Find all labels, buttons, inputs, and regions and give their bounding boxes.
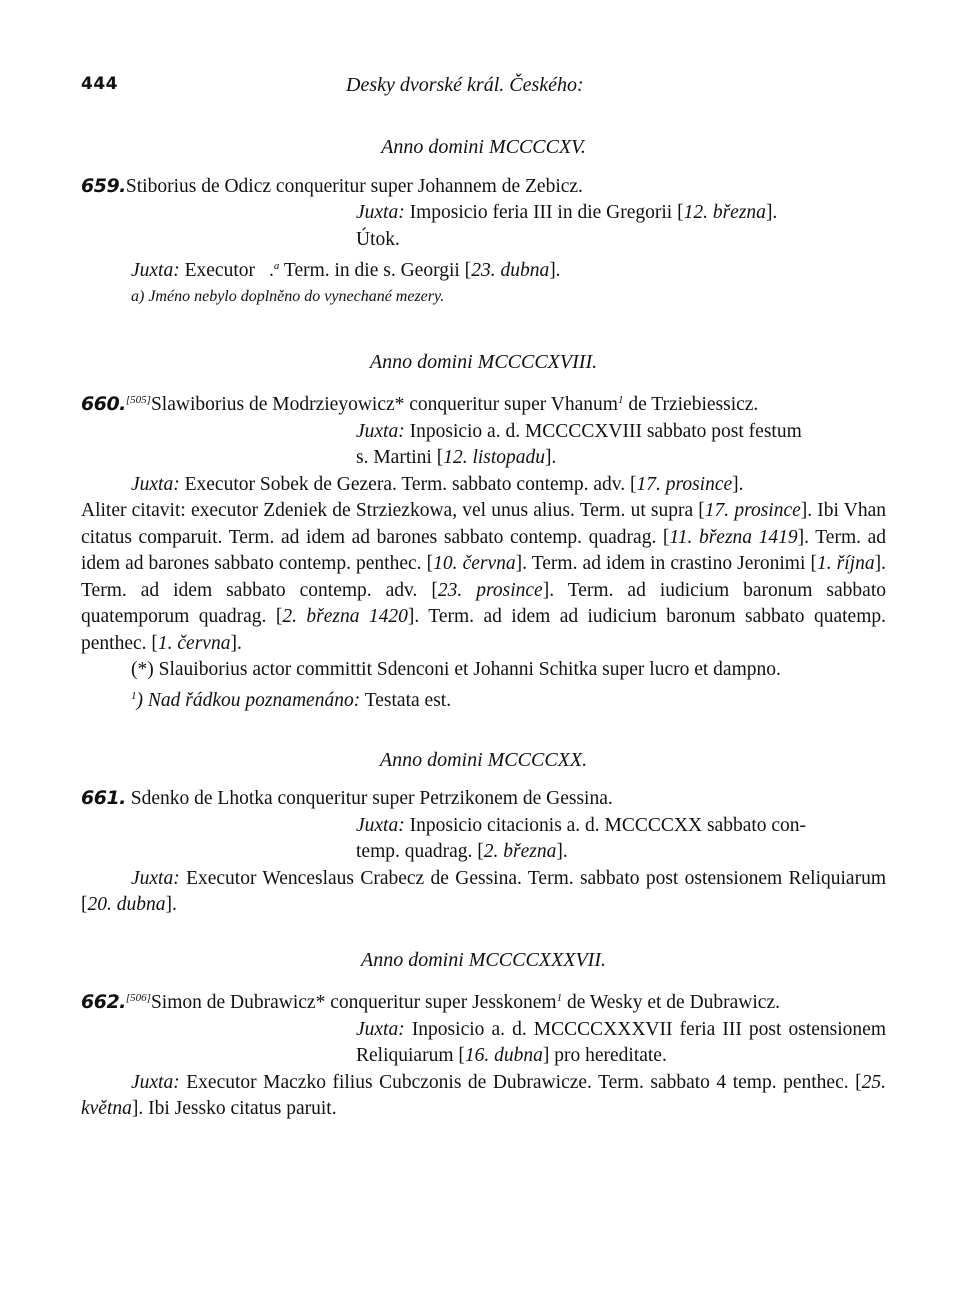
entry-number: 662. xyxy=(81,991,126,1013)
year-heading: Anno domini MCCCCXXXVII. xyxy=(361,948,606,971)
entry-paragraph: (*) Slauiborius actor committit Sdenconi et Johanni Schitka super lucro et dampno. xyxy=(131,659,781,680)
entry-661 xyxy=(81,785,886,919)
entry-paragraph: Aliter citavit: executor Zdeniek de Strziezkowa, vel unus alius. Term. ut supra [17. prosince]. Ibi Vhan citatus comparuit. Term. ad idem ad barones sabbato contemp. quadrag. [11. března 1419]. Term. ad idem ad barones sabbato contemp. penthec. [10. června]. Term. ad idem in crastino Jeronimi [1. října]. Term. ad idem sabbato contemp. adv. [23. prosince]. Term. ad iudicium baronum sabbato quatemporum quadrag. [2. března 1420]. Term. ad idem ad iudicium baronum sabbato quatemp. penthec. [1. června]. xyxy=(81,500,887,654)
entry-line: Juxta: Imposicio feria III in die Gregorii [12. března]. xyxy=(356,202,778,223)
entry-paragraph: 662.[506]Simon de Dubrawicz* conqueritur super Jesskonem$^1$ de Wesky et de Dubrawicz. xyxy=(81,991,780,1013)
entry-number: 661. xyxy=(81,787,126,809)
entry-659 xyxy=(81,173,886,309)
year-heading: Anno domini MCCCCXVIII. xyxy=(369,350,598,373)
entry-paragraph: Juxta: Inposicio a. d. MCCCCXXXVII feria III post ostensionem Reliquiarum [16. dubna] pro hereditate. xyxy=(356,1018,886,1066)
entry-line: Juxta: Inposicio a. d. MCCCCXVIII sabbato post festum xyxy=(356,420,802,442)
entry-line: Juxta: Inposicio citacionis a. d. MCCCCXX sabbato con- xyxy=(356,814,807,836)
page-reference: [506] xyxy=(125,992,151,1004)
entry-line: temp. quadrag. [2. března]. xyxy=(356,841,568,862)
entry-line: 661. Sdenko de Lhotka conqueritur super Petrzikonem de Gessina. xyxy=(81,787,613,809)
document-page xyxy=(81,66,886,1123)
page-header xyxy=(81,66,886,106)
running-title: Desky dvorské král. Českého: xyxy=(346,74,584,96)
footnote: a) Jméno nebylo doplněno do vynechané mezery. xyxy=(131,287,445,305)
page-reference: [505] xyxy=(125,394,151,406)
footnote: $^1$) Nad řádkou poznamenáno: Testata est. xyxy=(131,689,452,711)
entry-paragraph: Juxta: Executor Wenceslaus Crabecz de Gessina. Term. sabbato post ostensionem Reliquiarum [20. dubna]. xyxy=(81,867,886,915)
entry-line: Juxta: Executor Sobek de Gezera. Term. sabbato contemp. adv. [17. prosince]. xyxy=(131,473,744,495)
year-heading: Anno domini MCCCCXX. xyxy=(379,748,588,771)
entry-line: Útok. xyxy=(356,228,400,250)
entry-line: s. Martini [12. listopadu]. xyxy=(356,447,557,468)
entry-paragraph: Juxta: Executor Maczko filius Cubczonis de Dubrawicze. Term. sabbato 4 temp. penthec. [25. května]. Ibi Jessko citatus paruit. xyxy=(81,1071,886,1119)
entry-line: 660.[505]Slawiborius de Modrzieyowicz* conqueritur super Vhanum$^1$ de Trziebiessicz. xyxy=(81,393,759,415)
entry-number: 660. xyxy=(81,393,126,415)
entry-line: Juxta: Executor .$^a$ Term. in die s. Georgii [23. dubna]. xyxy=(131,260,561,281)
entry-line: 659.Stiborius de Odicz conqueritur super Johannem de Zebicz. xyxy=(81,174,583,197)
entry-660 xyxy=(81,387,886,713)
entry-662 xyxy=(81,985,886,1123)
page-number: 444 xyxy=(81,74,118,94)
year-heading: Anno domini MCCCCXV. xyxy=(381,136,586,158)
entry-number: 659. xyxy=(81,174,126,197)
